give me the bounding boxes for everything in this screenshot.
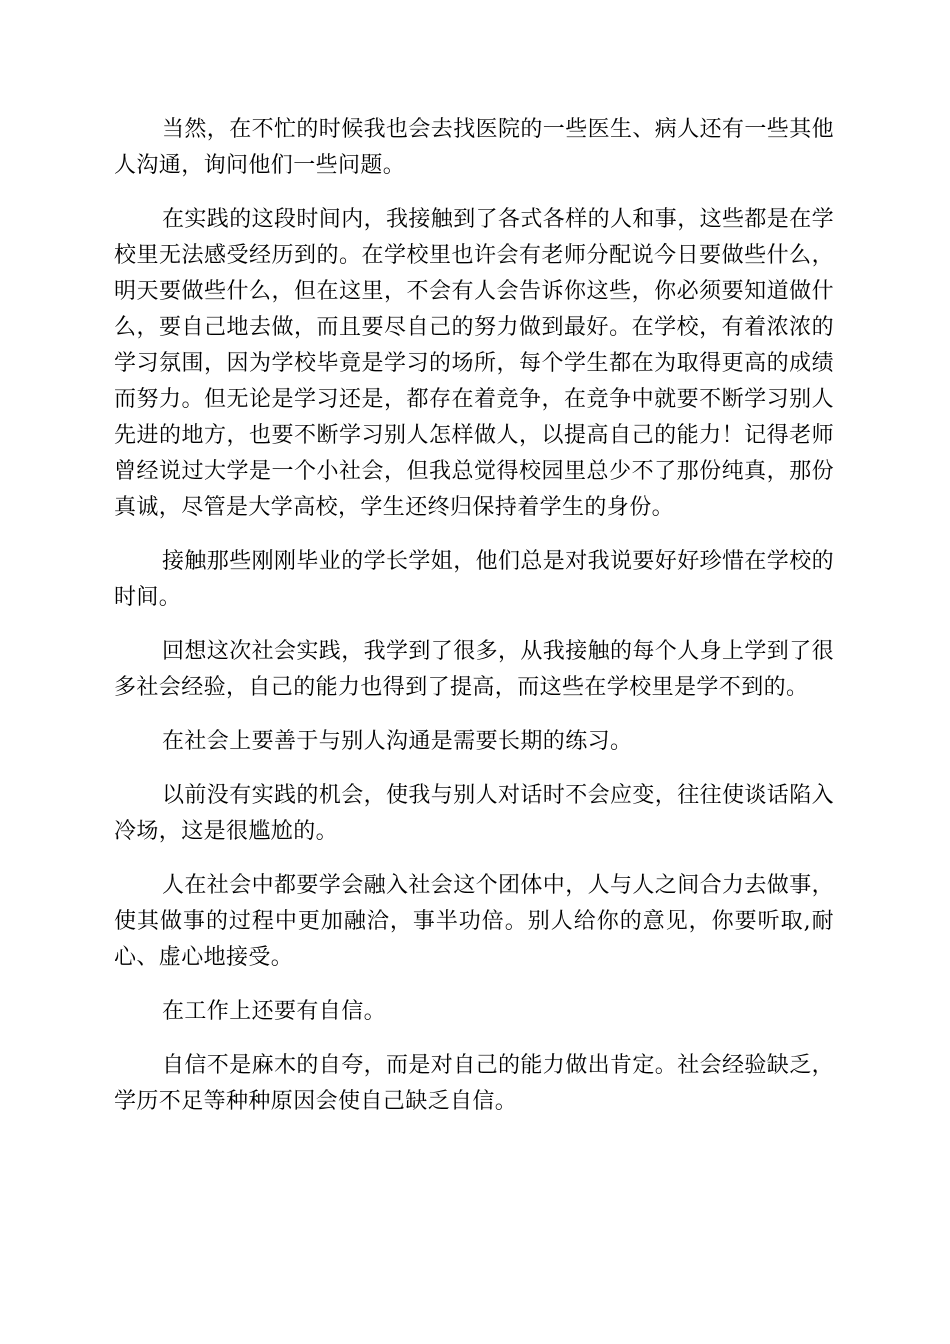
paragraph-6: 以前没有实践的机会，使我与别人对话时不会应变，往往使谈话陷入冷场，这是很尴尬的。 — [114, 783, 835, 844]
paragraph-3: 接触那些刚刚毕业的学长学姐，他们总是对我说要好好珍惜在学校的时间。 — [114, 549, 835, 610]
paragraph-2: 在实践的这段时间内，我接触到了各式各样的人和事，这些都是在学校里无法感受经历到的。在学校里也许会有老师分配说今日要做些什么，明天要做些什么，但在这里，不会有人会告诉你这些，你必须要知道做什么，要自己地去做，而且要尽自己的努力做到最好。在学校，有着浓浓的学习氛围，因为学校毕竟是学习的场所，每个学生都在为取得更高的成绩而努力。但无论是学习还是，都存在着竞争，在竞争中就要不断学习别人先进的地方，也要不断学习别人怎样做人，以提高自己的能力！记得老师曾经说过大学是一个小社会，但我总觉得校园里总少不了那份纯真，那份真诚，尽管是大学高校，学生还终归保持着学生的身份。 — [114, 207, 835, 520]
paragraph-7: 人在社会中都要学会融入社会这个团体中，人与人之间合力去做事，使其做事的过程中更加融洽，事半功倍。别人给你的意见，你要听取,耐心、虚心地接受。 — [114, 873, 835, 970]
paragraph-4: 回想这次社会实践，我学到了很多，从我接触的每个人身上学到了很多社会经验，自己的能力也得到了提高，而这些在学校里是学不到的。 — [114, 639, 835, 700]
paragraph-5: 在社会上要善于与别人沟通是需要长期的练习。 — [162, 729, 633, 754]
document-body — [114, 112, 834, 1138]
paragraph-1: 当然，在不忙的时候我也会去找医院的一些医生、病人还有一些其他人沟通，询问他们一些问题。 — [114, 117, 835, 178]
paragraph-8: 在工作上还要有自信。 — [162, 999, 387, 1024]
paragraph-9: 自信不是麻木的自夸，而是对自己的能力做出肯定。社会经验缺乏，学历不足等种种原因会使自己缺乏自信。 — [114, 1053, 835, 1114]
